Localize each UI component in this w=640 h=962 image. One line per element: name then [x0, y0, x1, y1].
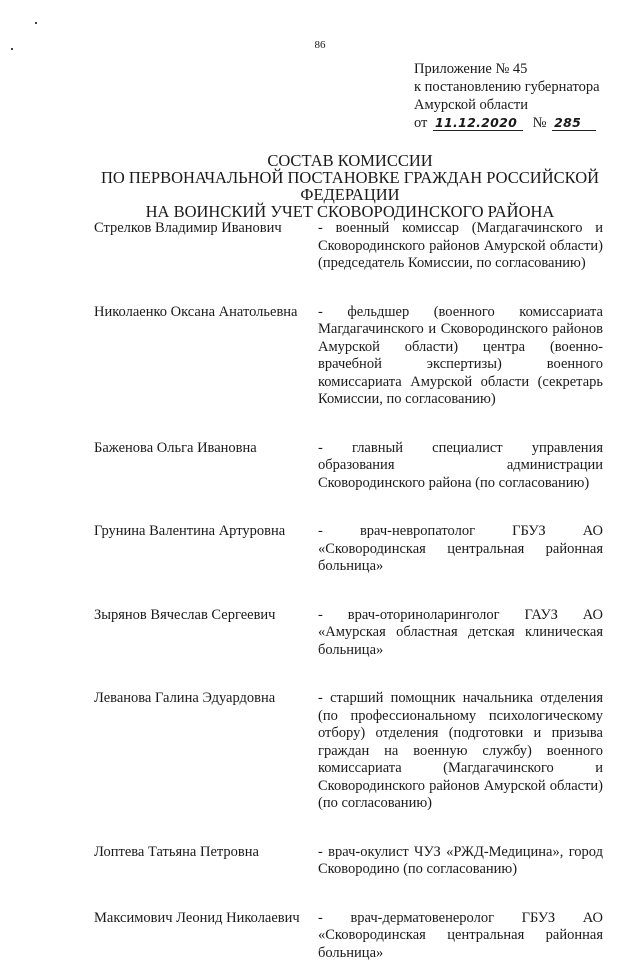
handwritten-date: 11.12.2020 — [433, 116, 523, 131]
number-prefix: № — [533, 115, 547, 131]
member-name: Грунина Валентина Артуровна — [94, 523, 318, 576]
member-row — [94, 220, 604, 273]
member-name: Стрелков Владимир Иванович — [94, 220, 318, 273]
member-name: Зырянов Вячеслав Сергеевич — [94, 607, 318, 660]
member-row — [94, 844, 604, 879]
member-role: - главный специалист управления образования администрации Сковородинского района (по согласованию) — [318, 440, 603, 493]
appendix-line-2: к постановлению губернатора — [414, 78, 600, 96]
member-name: Николаенко Оксана Анатольевна — [94, 304, 318, 409]
member-role: - фельдшер (военного комиссариата Магдагачинского и Сковородинского районов Амурской области) центра (военно-врачебной экспертизы) военного комиссариата Амурской области (секретарь Комиссии, по согласованию) — [318, 304, 603, 409]
member-name: Лоптева Татьяна Петровна — [94, 844, 318, 879]
title-line-2: ПО ПЕРВОНАЧАЛЬНОЙ ПОСТАНОВКЕ ГРАЖДАН РОССИЙСКОЙ ФЕДЕРАЦИИ — [60, 169, 640, 203]
member-row — [94, 910, 604, 962]
appendix-date-line — [414, 114, 600, 132]
date-prefix: от — [414, 115, 427, 131]
member-name: Баженова Ольга Ивановна — [94, 440, 318, 493]
member-role: - врач-окулист ЧУЗ «РЖД-Медицина», город Сковородино (по согласованию) — [318, 844, 603, 879]
member-role: - врач-оториноларинголог ГАУЗ АО «Амурская областная детская клиническая больница» — [318, 607, 603, 660]
appendix-block — [414, 60, 600, 132]
appendix-line-1: Приложение № 45 — [414, 60, 600, 78]
member-row — [94, 523, 604, 576]
member-row — [94, 607, 604, 660]
scan-dot-1 — [35, 22, 37, 24]
document-title — [60, 152, 640, 220]
member-row — [94, 440, 604, 493]
member-role: - военный комиссар (Магдагачинского и Сковородинского районов Амурской области) (председатель Комиссии, по согласованию) — [318, 220, 603, 273]
member-role: - врач-дерматовенеролог ГБУЗ АО «Сковородинская центральная районная больница» — [318, 910, 603, 962]
member-name: Максимович Леонид Николаевич — [94, 910, 318, 962]
appendix-line-3: Амурской области — [414, 96, 600, 114]
handwritten-number: 285 — [552, 116, 596, 131]
scan-dot-2 — [11, 48, 13, 50]
member-role: - врач-невропатолог ГБУЗ АО «Сковородинская центральная районная больница» — [318, 523, 603, 576]
title-line-1: СОСТАВ КОМИССИИ — [60, 152, 640, 169]
member-row — [94, 690, 604, 813]
member-role: - старший помощник начальника отделения (по профессиональному психологическому отбору) отделения (подготовки и призыва граждан на военную службу) военного комиссариата (Магдагачинского и Сковородинского районов Амурской области) (по согласованию) — [318, 690, 603, 813]
title-line-3: НА ВОИНСКИЙ УЧЕТ СКОВОРОДИНСКОГО РАЙОНА — [60, 203, 640, 220]
page-number: 86 — [315, 39, 326, 51]
commission-members — [94, 220, 604, 962]
member-row — [94, 304, 604, 409]
member-name: Леванова Галина Эдуардовна — [94, 690, 318, 813]
